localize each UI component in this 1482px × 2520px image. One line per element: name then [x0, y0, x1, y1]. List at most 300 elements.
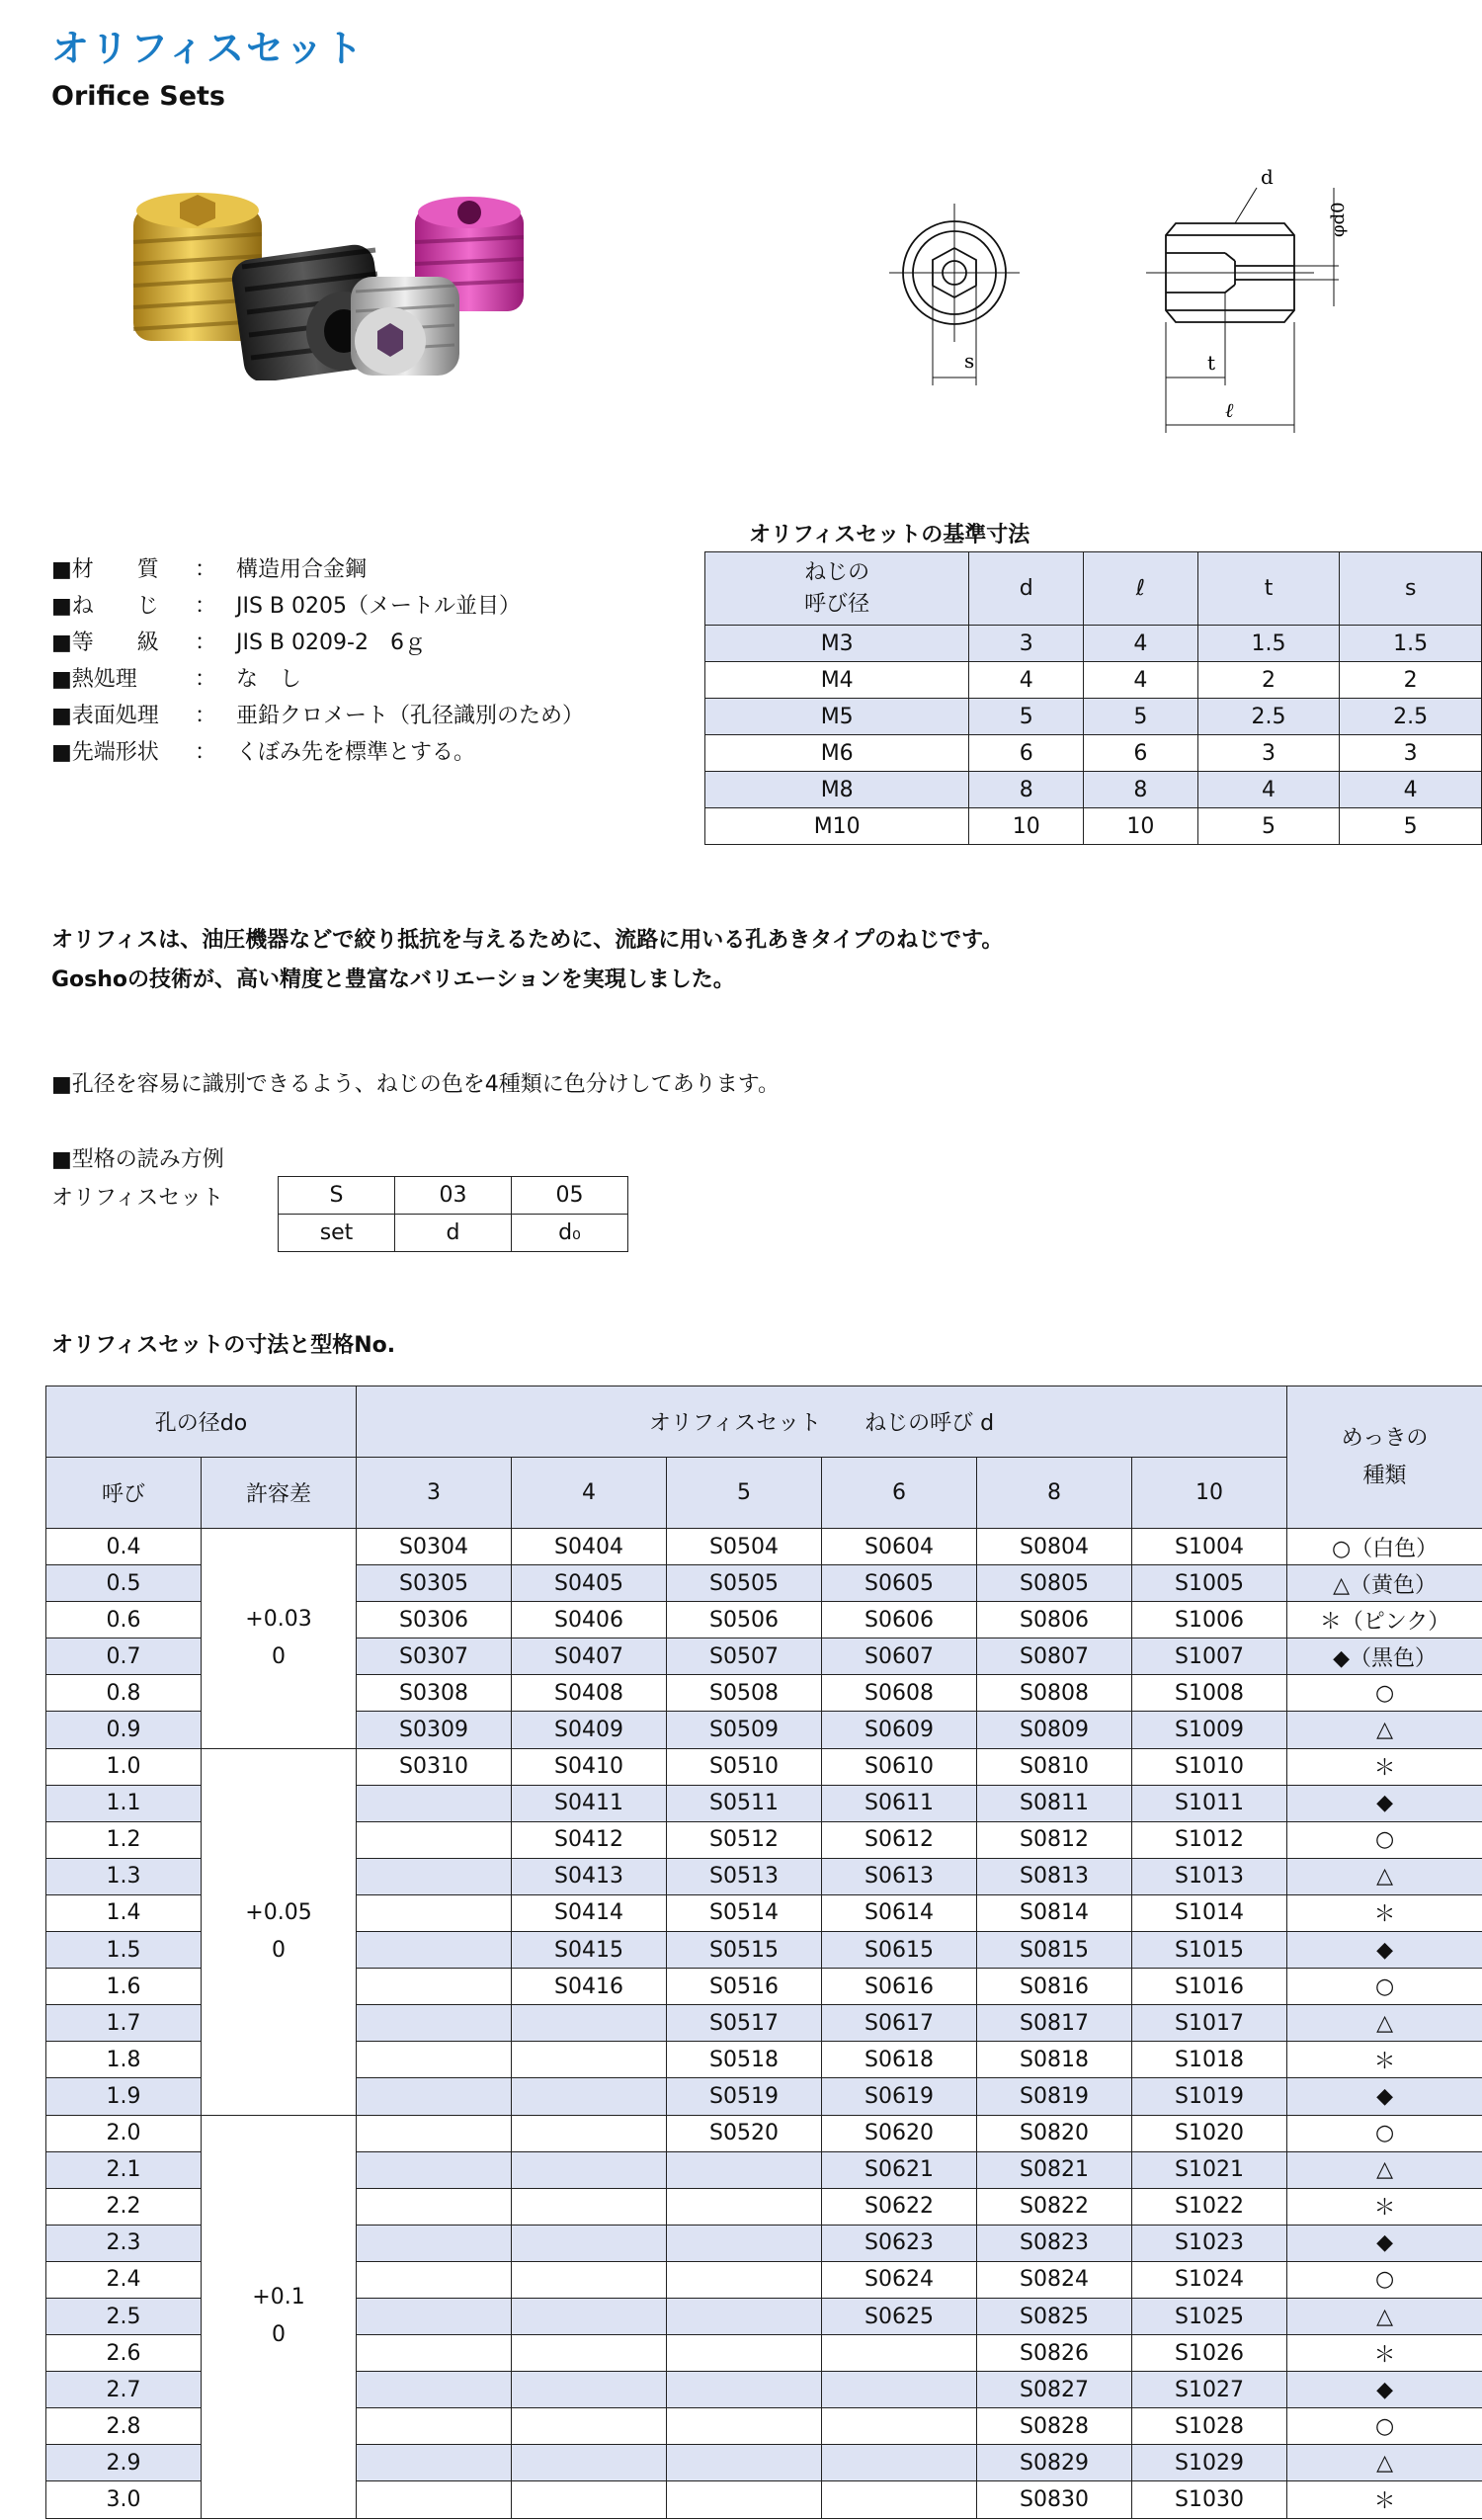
model-code-cell — [357, 1969, 512, 2005]
model-code-cell: S0411 — [512, 1785, 667, 1821]
model-code-cell: S0819 — [977, 2078, 1132, 2115]
model-code-cell: S0621 — [822, 2151, 977, 2188]
size-header-10: 10 — [1132, 1458, 1287, 1529]
dim-row — [705, 662, 1482, 699]
model-code-cell: S0613 — [822, 1858, 977, 1894]
model-code-cell: S0821 — [977, 2151, 1132, 2188]
dim-cell: 2 — [1340, 662, 1482, 699]
plating-cell: △ — [1287, 2445, 1482, 2481]
hole-diameter-cell: 0.9 — [46, 1712, 202, 1748]
dim-cell: 10 — [969, 808, 1084, 845]
nominal-header: 呼び — [46, 1458, 202, 1529]
spec-row — [51, 551, 584, 588]
model-code-cell — [357, 1932, 512, 1969]
model-code-cell — [357, 1821, 512, 1858]
tolerance-cell — [202, 1529, 357, 1749]
plating-cell: ＊ — [1287, 1748, 1482, 1785]
model-code-cell: S0617 — [822, 2005, 977, 2042]
model-code-cell: S0410 — [512, 1748, 667, 1785]
hole-diameter-cell: 2.5 — [46, 2298, 202, 2334]
model-code-cell: S1020 — [1132, 2115, 1287, 2151]
spec-label: ■材 質 — [51, 557, 159, 582]
technical-drawing — [869, 158, 1363, 445]
model-code-cell: S0619 — [822, 2078, 977, 2115]
model-code-cell: S0407 — [512, 1638, 667, 1675]
spec-value: JIS B 0209-2 6ｇ — [236, 630, 426, 655]
model-code-cell — [357, 2445, 512, 2481]
spec-label: ■熱処理 — [51, 667, 137, 692]
label-d0: φd0 — [1328, 202, 1349, 237]
label-t: t — [1207, 351, 1216, 375]
spec-value: JIS B 0205（メートル並目） — [236, 594, 522, 619]
model-code-cell — [822, 2445, 977, 2481]
model-code-cell: S0804 — [977, 1529, 1132, 1565]
hole-diameter-cell: 1.1 — [46, 1785, 202, 1821]
model-code-cell — [512, 2188, 667, 2225]
model-code-cell — [357, 2298, 512, 2334]
model-code-cell: S1030 — [1132, 2481, 1287, 2518]
model-code-cell: S0505 — [667, 1565, 822, 1602]
model-code-cell: S1011 — [1132, 1785, 1287, 1821]
spec-label: ■表面処理 — [51, 704, 159, 728]
plating-cell: △ — [1287, 2298, 1482, 2334]
model-code-cell — [357, 2151, 512, 2188]
dim-cell: 5 — [1084, 699, 1198, 735]
model-code-cell: S0817 — [977, 2005, 1132, 2042]
model-code-cell: S0304 — [357, 1529, 512, 1565]
dim-cell: 10 — [1084, 808, 1198, 845]
dim-cell: M4 — [705, 662, 969, 699]
model-code-cell — [667, 2188, 822, 2225]
model-code-cell: S0616 — [822, 1969, 977, 2005]
model-code-cell: S0405 — [512, 1565, 667, 1602]
model-code-cell — [822, 2408, 977, 2445]
dim-cell: 8 — [1084, 772, 1198, 808]
hole-diameter-cell: 2.6 — [46, 2335, 202, 2372]
hole-diameter-cell: 0.5 — [46, 1565, 202, 1602]
model-code-cell: S0825 — [977, 2298, 1132, 2334]
model-code-cell: S0309 — [357, 1712, 512, 1748]
model-code-cell: S0805 — [977, 1565, 1132, 1602]
model-code-cell — [667, 2151, 822, 2188]
model-code-cell: S0822 — [977, 2188, 1132, 2225]
model-code-cell — [512, 2151, 667, 2188]
model-code-cell: S1027 — [1132, 2372, 1287, 2408]
dim-row — [705, 772, 1482, 808]
model-code-cell: S0806 — [977, 1602, 1132, 1638]
model-code-cell: S1006 — [1132, 1602, 1287, 1638]
table-row — [46, 2115, 1482, 2151]
description — [51, 921, 1003, 1000]
dim-row — [705, 626, 1482, 662]
model-code-cell: S0813 — [977, 1858, 1132, 1894]
dim-cell: 2.5 — [1340, 699, 1482, 735]
model-code-cell: S0516 — [667, 1969, 822, 2005]
model-reading-row — [279, 1215, 628, 1252]
main-header-row-1 — [46, 1386, 1482, 1458]
hole-diameter-cell: 1.9 — [46, 2078, 202, 2115]
model-code-cell: S1019 — [1132, 2078, 1287, 2115]
hole-diameter-cell: 2.1 — [46, 2151, 202, 2188]
model-code-cell: S0604 — [822, 1529, 977, 1565]
model-code-cell — [357, 2408, 512, 2445]
model-code-cell: S0620 — [822, 2115, 977, 2151]
model-code-cell: S1014 — [1132, 1894, 1287, 1931]
plating-cell: ○ — [1287, 2115, 1482, 2151]
model-code-cell — [667, 2225, 822, 2261]
model-code-cell: S1018 — [1132, 2042, 1287, 2078]
plating-cell: △ — [1287, 1858, 1482, 1894]
model-code-cell: S0514 — [667, 1894, 822, 1931]
model-code-cell — [357, 2078, 512, 2115]
dim-cell: 8 — [969, 772, 1084, 808]
model-code-cell: S0615 — [822, 1932, 977, 1969]
model-code-cell: S0506 — [667, 1602, 822, 1638]
spec-list — [51, 551, 584, 771]
model-code-cell — [512, 2481, 667, 2518]
dim-cell: 4 — [1084, 662, 1198, 699]
dim-row — [705, 735, 1482, 772]
hole-diameter-cell: 2.8 — [46, 2408, 202, 2445]
spec-row — [51, 661, 584, 698]
model-code-cell — [357, 2005, 512, 2042]
model-code-cell: S0815 — [977, 1932, 1132, 1969]
model-code-cell: S0809 — [977, 1712, 1132, 1748]
plating-cell: ＊ — [1287, 2335, 1482, 2372]
model-code-cell — [512, 2408, 667, 2445]
spec-row — [51, 625, 584, 661]
model-code-cell — [512, 2261, 667, 2298]
spec-value: くぼみ先を標準とする。 — [236, 740, 476, 765]
size-header-6: 6 — [822, 1458, 977, 1529]
side-view-drawing — [1146, 188, 1339, 433]
model-code-cell: S0307 — [357, 1638, 512, 1675]
model-code-cell: S1028 — [1132, 2408, 1287, 2445]
dim-header-l: ℓ — [1084, 552, 1198, 626]
model-code-cell — [512, 2298, 667, 2334]
plating-cell: ○ — [1287, 1675, 1482, 1712]
hole-diameter-cell: 2.2 — [46, 2188, 202, 2225]
model-reading-cell: S — [279, 1177, 395, 1215]
hole-diameter-cell: 1.4 — [46, 1894, 202, 1931]
model-code-cell — [667, 2372, 822, 2408]
silver-screw-image — [351, 277, 459, 376]
model-code-cell — [512, 2225, 667, 2261]
dim-row — [705, 699, 1482, 735]
model-code-cell: S0814 — [977, 1894, 1132, 1931]
model-code-cell — [667, 2481, 822, 2518]
model-reading-cell: d₀ — [512, 1215, 628, 1252]
page-title: オリフィスセット — [51, 27, 365, 70]
plating-cell: △ — [1287, 1712, 1482, 1748]
model-code-cell: S0507 — [667, 1638, 822, 1675]
model-code-cell — [667, 2335, 822, 2372]
model-code-cell — [357, 2481, 512, 2518]
label-l: ℓ — [1225, 398, 1234, 422]
description-line-2: Goshoの技術が、高い精度と豊富なバリエーションを実現しました。 — [51, 967, 735, 992]
model-code-cell: S0509 — [667, 1712, 822, 1748]
dim-cell: M3 — [705, 626, 969, 662]
model-code-cell: S0512 — [667, 1821, 822, 1858]
hole-diameter-cell: 0.8 — [46, 1675, 202, 1712]
model-reading-cell: set — [279, 1215, 395, 1252]
model-code-cell: S1004 — [1132, 1529, 1287, 1565]
model-code-cell: S0812 — [977, 1821, 1132, 1858]
model-code-cell: S0614 — [822, 1894, 977, 1931]
spec-label: ■ね じ — [51, 594, 159, 619]
model-code-cell: S0510 — [667, 1748, 822, 1785]
dim-cell: 3 — [1197, 735, 1340, 772]
plating-cell: ＊ — [1287, 1894, 1482, 1931]
model-code-cell: S1016 — [1132, 1969, 1287, 2005]
model-code-cell — [822, 2481, 977, 2518]
model-code-cell: S0310 — [357, 1748, 512, 1785]
model-code-cell: S0305 — [357, 1565, 512, 1602]
dimension-table — [704, 551, 1482, 845]
model-code-cell: S1023 — [1132, 2225, 1287, 2261]
model-code-cell — [357, 1894, 512, 1931]
model-code-cell: S0816 — [977, 1969, 1132, 2005]
main-table-title: オリフィスセットの寸法と型格No. — [51, 1333, 396, 1358]
hole-diameter-cell: 2.3 — [46, 2225, 202, 2261]
tolerance-lower: 0 — [272, 1937, 286, 1963]
model-code-cell: S0606 — [822, 1602, 977, 1638]
model-code-cell — [512, 2115, 667, 2151]
hole-diameter-cell: 0.7 — [46, 1638, 202, 1675]
model-code-cell: S0508 — [667, 1675, 822, 1712]
model-code-cell: S0607 — [822, 1638, 977, 1675]
model-code-cell — [512, 2042, 667, 2078]
dim-cell: M5 — [705, 699, 969, 735]
model-code-cell: S0406 — [512, 1602, 667, 1638]
dim-cell: 6 — [1084, 735, 1198, 772]
plating-cell: ◆（黒色） — [1287, 1638, 1482, 1675]
model-code-cell: S0623 — [822, 2225, 977, 2261]
label-d: d — [1261, 165, 1274, 189]
model-code-cell — [357, 2372, 512, 2408]
model-code-cell: S0511 — [667, 1785, 822, 1821]
model-code-cell: S0412 — [512, 1821, 667, 1858]
model-code-cell — [822, 2372, 977, 2408]
model-code-cell: S1009 — [1132, 1712, 1287, 1748]
model-code-cell — [357, 2042, 512, 2078]
color-note: ■孔径を容易に識別できるよう、ねじの色を4種類に色分けしてあります。 — [51, 1072, 781, 1097]
model-code-cell — [357, 2335, 512, 2372]
model-code-cell: S1024 — [1132, 2261, 1287, 2298]
tolerance-upper: +0.05 — [245, 1899, 312, 1925]
plating-cell: ◆ — [1287, 1932, 1482, 1969]
tolerance-upper: +0.03 — [245, 1606, 312, 1632]
model-code-cell: S0408 — [512, 1675, 667, 1712]
model-reading-cell: d — [395, 1215, 512, 1252]
model-code-cell: S1021 — [1132, 2151, 1287, 2188]
hole-diameter-cell: 1.7 — [46, 2005, 202, 2042]
model-code-cell: S0818 — [977, 2042, 1132, 2078]
model-code-cell — [357, 1858, 512, 1894]
hole-diameter-cell: 0.4 — [46, 1529, 202, 1565]
spec-colon: ： — [195, 667, 217, 692]
plating-cell: ○（白色） — [1287, 1529, 1482, 1565]
model-code-cell — [512, 2372, 667, 2408]
dim-header-t: t — [1197, 552, 1340, 626]
model-code-cell: S1017 — [1132, 2005, 1287, 2042]
dim-cell: 3 — [1340, 735, 1482, 772]
model-code-cell: S0824 — [977, 2261, 1132, 2298]
model-code-cell: S0308 — [357, 1675, 512, 1712]
dim-cell: 4 — [969, 662, 1084, 699]
model-code-cell — [667, 2298, 822, 2334]
model-code-cell: S0827 — [977, 2372, 1132, 2408]
spec-colon: ： — [195, 557, 217, 582]
model-code-cell: S0808 — [977, 1675, 1132, 1712]
spec-row — [51, 698, 584, 734]
plating-cell: ＊ — [1287, 2042, 1482, 2078]
model-code-cell: S1007 — [1132, 1638, 1287, 1675]
dim-cell: 1.5 — [1197, 626, 1340, 662]
model-code-cell — [512, 2445, 667, 2481]
plating-cell: ◆ — [1287, 2078, 1482, 2115]
model-code-cell: S0609 — [822, 1712, 977, 1748]
hole-diameter-cell: 1.8 — [46, 2042, 202, 2078]
plating-cell: ◆ — [1287, 1785, 1482, 1821]
model-code-cell: S0828 — [977, 2408, 1132, 2445]
dim-header-s: s — [1340, 552, 1482, 626]
hole-diameter-cell: 1.5 — [46, 1932, 202, 1969]
hole-diameter-cell: 2.9 — [46, 2445, 202, 2481]
spec-label: ■等 級 — [51, 630, 159, 655]
model-reading-cell: 03 — [395, 1177, 512, 1215]
spec-colon: ： — [195, 740, 217, 765]
plating-cell: ○ — [1287, 1821, 1482, 1858]
plating-cell: ○ — [1287, 1969, 1482, 2005]
dim-row — [705, 808, 1482, 845]
plating-cell: ＊ — [1287, 2188, 1482, 2225]
model-reading-label: オリフィスセット — [51, 1186, 224, 1211]
plating-cell: △ — [1287, 2005, 1482, 2042]
plating-cell: ＊（ピンク） — [1287, 1602, 1482, 1638]
tolerance-upper: +0.1 — [252, 2285, 305, 2310]
model-code-cell: S0504 — [667, 1529, 822, 1565]
tolerance-cell — [202, 1748, 357, 2115]
model-code-cell: S1010 — [1132, 1748, 1287, 1785]
spec-value: 亜鉛クロメート（孔径識別のため） — [236, 704, 585, 728]
model-code-cell — [357, 2225, 512, 2261]
model-code-cell — [512, 2005, 667, 2042]
model-code-cell: S0810 — [977, 1748, 1132, 1785]
plating-cell: ○ — [1287, 2261, 1482, 2298]
model-code-cell: S0611 — [822, 1785, 977, 1821]
model-code-cell: S0416 — [512, 1969, 667, 2005]
model-code-cell: S0811 — [977, 1785, 1132, 1821]
model-code-cell: S0823 — [977, 2225, 1132, 2261]
model-code-cell: S0517 — [667, 2005, 822, 2042]
model-code-cell: S1022 — [1132, 2188, 1287, 2225]
model-code-cell: S0820 — [977, 2115, 1132, 2151]
model-code-cell: S0413 — [512, 1858, 667, 1894]
spec-row — [51, 734, 584, 771]
dim-cell: 4 — [1197, 772, 1340, 808]
model-code-cell: S0829 — [977, 2445, 1132, 2481]
model-reading-row — [279, 1177, 628, 1215]
model-code-cell: S0605 — [822, 1565, 977, 1602]
model-code-cell — [357, 2188, 512, 2225]
dim-cell: M10 — [705, 808, 969, 845]
hole-diameter-header: 孔の径do — [46, 1386, 357, 1458]
tolerance-lower: 0 — [272, 1643, 286, 1669]
hole-diameter-cell: 3.0 — [46, 2481, 202, 2518]
dim-cell: 5 — [1197, 808, 1340, 845]
model-code-cell: S0515 — [667, 1932, 822, 1969]
model-code-cell: S0625 — [822, 2298, 977, 2334]
hole-diameter-cell: 2.4 — [46, 2261, 202, 2298]
size-header-8: 8 — [977, 1458, 1132, 1529]
plating-cell: ◆ — [1287, 2225, 1482, 2261]
model-reading-title: ■型格の読み方例 — [51, 1147, 224, 1172]
dim-cell: 6 — [969, 735, 1084, 772]
description-line-1: オリフィスは、油圧機器などで絞り抵抗を与えるために、流路に用いる孔あきタイプのねじです。 — [51, 928, 1004, 953]
dim-cell: 4 — [1084, 626, 1198, 662]
hole-diameter-cell: 1.3 — [46, 1858, 202, 1894]
model-code-cell: S0404 — [512, 1529, 667, 1565]
model-code-cell: S0518 — [667, 2042, 822, 2078]
hole-diameter-cell: 1.6 — [46, 1969, 202, 2005]
plating-cell: △（黄色） — [1287, 1565, 1482, 1602]
plating-cell: ＊ — [1287, 2481, 1482, 2518]
hole-diameter-cell: 2.0 — [46, 2115, 202, 2151]
model-code-cell — [667, 2445, 822, 2481]
model-code-cell: S1013 — [1132, 1858, 1287, 1894]
tolerance-lower: 0 — [272, 2322, 286, 2348]
model-code-cell — [667, 2261, 822, 2298]
model-code-cell: S0807 — [977, 1638, 1132, 1675]
table-row — [46, 1529, 1482, 1565]
model-code-cell: S1029 — [1132, 2445, 1287, 2481]
model-code-cell: S0306 — [357, 1602, 512, 1638]
hole-diameter-cell: 1.0 — [46, 1748, 202, 1785]
tolerance-header: 許容差 — [202, 1458, 357, 1529]
hole-diameter-cell: 1.2 — [46, 1821, 202, 1858]
dim-cell: 2.5 — [1197, 699, 1340, 735]
dim-cell: 2 — [1197, 662, 1340, 699]
model-reading-cell: 05 — [512, 1177, 628, 1215]
main-header-row-2 — [46, 1458, 1482, 1529]
model-code-cell: S0624 — [822, 2261, 977, 2298]
model-code-cell: S0414 — [512, 1894, 667, 1931]
front-view-drawing — [889, 204, 1020, 385]
spec-value: な し — [236, 667, 302, 692]
dim-cell: 3 — [969, 626, 1084, 662]
dim-cell: 1.5 — [1340, 626, 1482, 662]
model-code-cell: S0520 — [667, 2115, 822, 2151]
model-code-cell: S0409 — [512, 1712, 667, 1748]
model-code-cell: S1025 — [1132, 2298, 1287, 2334]
size-header-3: 3 — [357, 1458, 512, 1529]
dim-cell: 5 — [1340, 808, 1482, 845]
hole-diameter-cell: 0.6 — [46, 1602, 202, 1638]
dim-header-row — [705, 552, 1482, 626]
plating-cell: ○ — [1287, 2408, 1482, 2445]
model-code-cell: S0608 — [822, 1675, 977, 1712]
model-reading-table — [278, 1176, 628, 1252]
model-code-cell — [512, 2335, 667, 2372]
hole-diameter-cell: 2.7 — [46, 2372, 202, 2408]
model-code-cell — [512, 2078, 667, 2115]
label-s: s — [964, 349, 975, 373]
table-row — [46, 1748, 1482, 1785]
model-code-cell — [357, 2261, 512, 2298]
model-code-cell: S0415 — [512, 1932, 667, 1969]
orifice-size-table — [45, 1386, 1482, 2519]
